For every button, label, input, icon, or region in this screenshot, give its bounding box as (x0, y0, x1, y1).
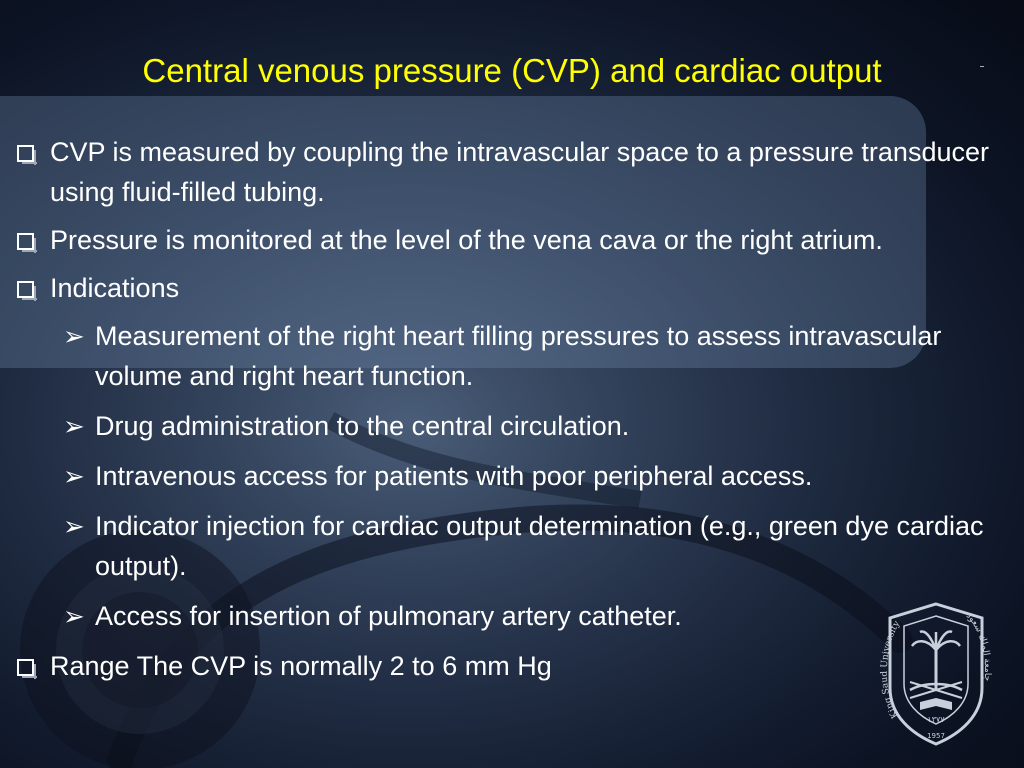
slide-title: Central venous pressure (CVP) and cardiac output (142, 52, 882, 89)
checkbox-bullet-icon (17, 659, 34, 676)
svg-text:King Saud University: King Saud University (879, 619, 903, 720)
bullet-text: Pressure is monitored at the level of the vena cava or the right atrium. (50, 225, 883, 255)
bullet-item (0, 220, 1024, 260)
bullet-item (0, 132, 1024, 212)
bullet-item (0, 646, 1024, 686)
sub-bullet-text: Drug administration to the central circulation. (95, 411, 630, 441)
svg-text:١٣٧٧: ١٣٧٧ (927, 715, 945, 724)
sub-bullet-item (0, 456, 1024, 496)
bullet-item (0, 268, 1024, 308)
arrow-bullet-icon: ➢ (63, 601, 85, 631)
sub-bullet-text: Measurement of the right heart filling pressures to assess intravascular volume and right heart function. (95, 321, 942, 391)
checkbox-bullet-icon (17, 281, 34, 298)
sub-bullet-item (0, 406, 1024, 446)
sub-bullet-text: Access for insertion of pulmonary artery catheter. (95, 601, 682, 631)
bullet-text: CVP is measured by coupling the intravascular space to a pressure transducer using fluid-filled tubing. (50, 137, 989, 207)
arrow-bullet-icon: ➢ (63, 511, 85, 541)
arrow-bullet-icon: ➢ (63, 461, 85, 491)
sub-bullet-text: Indicator injection for cardiac output determination (e.g., green dye cardiac output). (95, 511, 984, 581)
bullet-text: Indications (50, 273, 180, 303)
sub-bullet-item (0, 316, 1024, 396)
bullet-text: Range The CVP is normally 2 to 6 mm Hg (50, 651, 552, 681)
svg-text:جامعة الملك سعود: جامعة الملك سعود (963, 611, 993, 682)
slide-content (0, 132, 1024, 694)
sub-bullet-item (0, 596, 1024, 636)
arrow-bullet-icon: ➢ (63, 321, 85, 351)
svg-text:1957: 1957 (927, 732, 945, 740)
university-logo (876, 598, 996, 748)
checkbox-bullet-icon (17, 145, 34, 162)
arrow-bullet-icon: ➢ (63, 411, 85, 441)
sub-bullet-text: Intravenous access for patients with poor peripheral access. (95, 461, 813, 491)
sub-bullet-item (0, 506, 1024, 586)
title-decoration (980, 66, 984, 67)
checkbox-bullet-icon (17, 233, 34, 250)
